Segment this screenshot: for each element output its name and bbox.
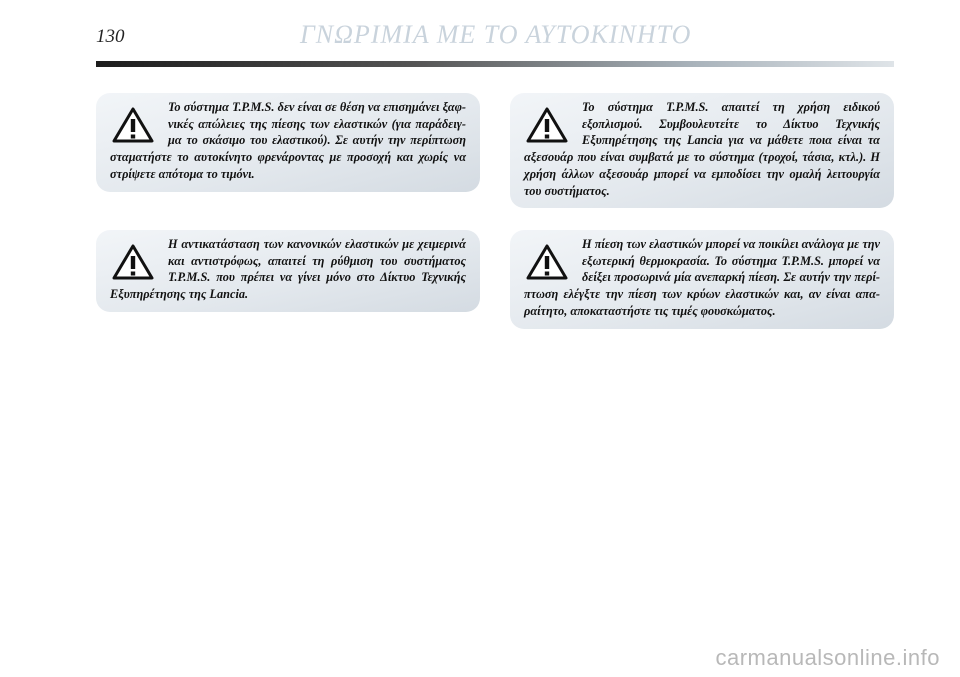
warning-text: Το σύστημα T.P.M.S. δεν είναι σε θέση να επισημάνει ξαφνικές απώλειες της πίεσης των ελαστικών (για παράδειγμα το σκάσιμο του ελαστικού). Σε αυτήν την περίπτωση σταματήστε το αυτοκίνητο φρενάροντας με προσοχή και χωρίς να στρίψετε απότομα το τιμόνι. [110,100,466,181]
warning-box-temperature-pressure [510,230,894,329]
header-rule [96,61,894,67]
warning-box-special-equipment [510,93,894,208]
warning-triangle-icon [112,107,154,143]
warning-box-sudden-pressure-loss [96,93,480,192]
warning-triangle-icon [112,244,154,280]
warning-text: Το σύστημα T.P.M.S. απαιτεί τη χρήση ειδικού εξοπλισμού. Συμβουλευτείτε το Δίκτυο Τεχνικής Εξυπηρέτησης της Lancia για να μάθετε ποια είναι τα αξεσουάρ που είναι συμβατά με το σύστημα (τροχοί, τάσια, κτλ.). Η χρήση άλλων αξεσουάρ μπορεί να εμποδίσει την ομαλή λειτουργία του συστήματος. [524,100,880,198]
page-number: 130 [96,26,125,47]
warning-text: Η πίεση των ελαστικών μπορεί να ποικίλει ανάλογα με την εξωτερική θερμοκρασία. Το σύστημα T.P.M.S. μπορεί να δείξει προσωρινά μία ανεπαρκή πίεση. Σε αυτήν την περίπτωση ελέγξτε την πίεση των κρύων ελαστικών και, αν είναι απαραίτητο, αποκαταστήστε τις τιμές φουσκώματος. [524,237,880,318]
watermark: carmanualsonline.info [715,645,940,670]
warning-box-winter-tyres [96,230,480,312]
warning-text: Η αντικατάσταση των κανονικών ελαστικών με χειμερινά και αντιστρόφως, απαιτεί τη ρύθμιση του συστήματος T.P.M.S. που πρέπει να γίνει μόνο στο Δίκτυο Τεχνικής Εξυπηρέτησης της Lancia. [110,237,466,302]
warning-triangle-icon [526,244,568,280]
warning-triangle-icon [526,107,568,143]
page-title: ΓΝΩΡΙΜΙΑ ΜΕ ΤΟ ΑΥΤΟΚΙΝΗΤΟ [300,20,692,49]
